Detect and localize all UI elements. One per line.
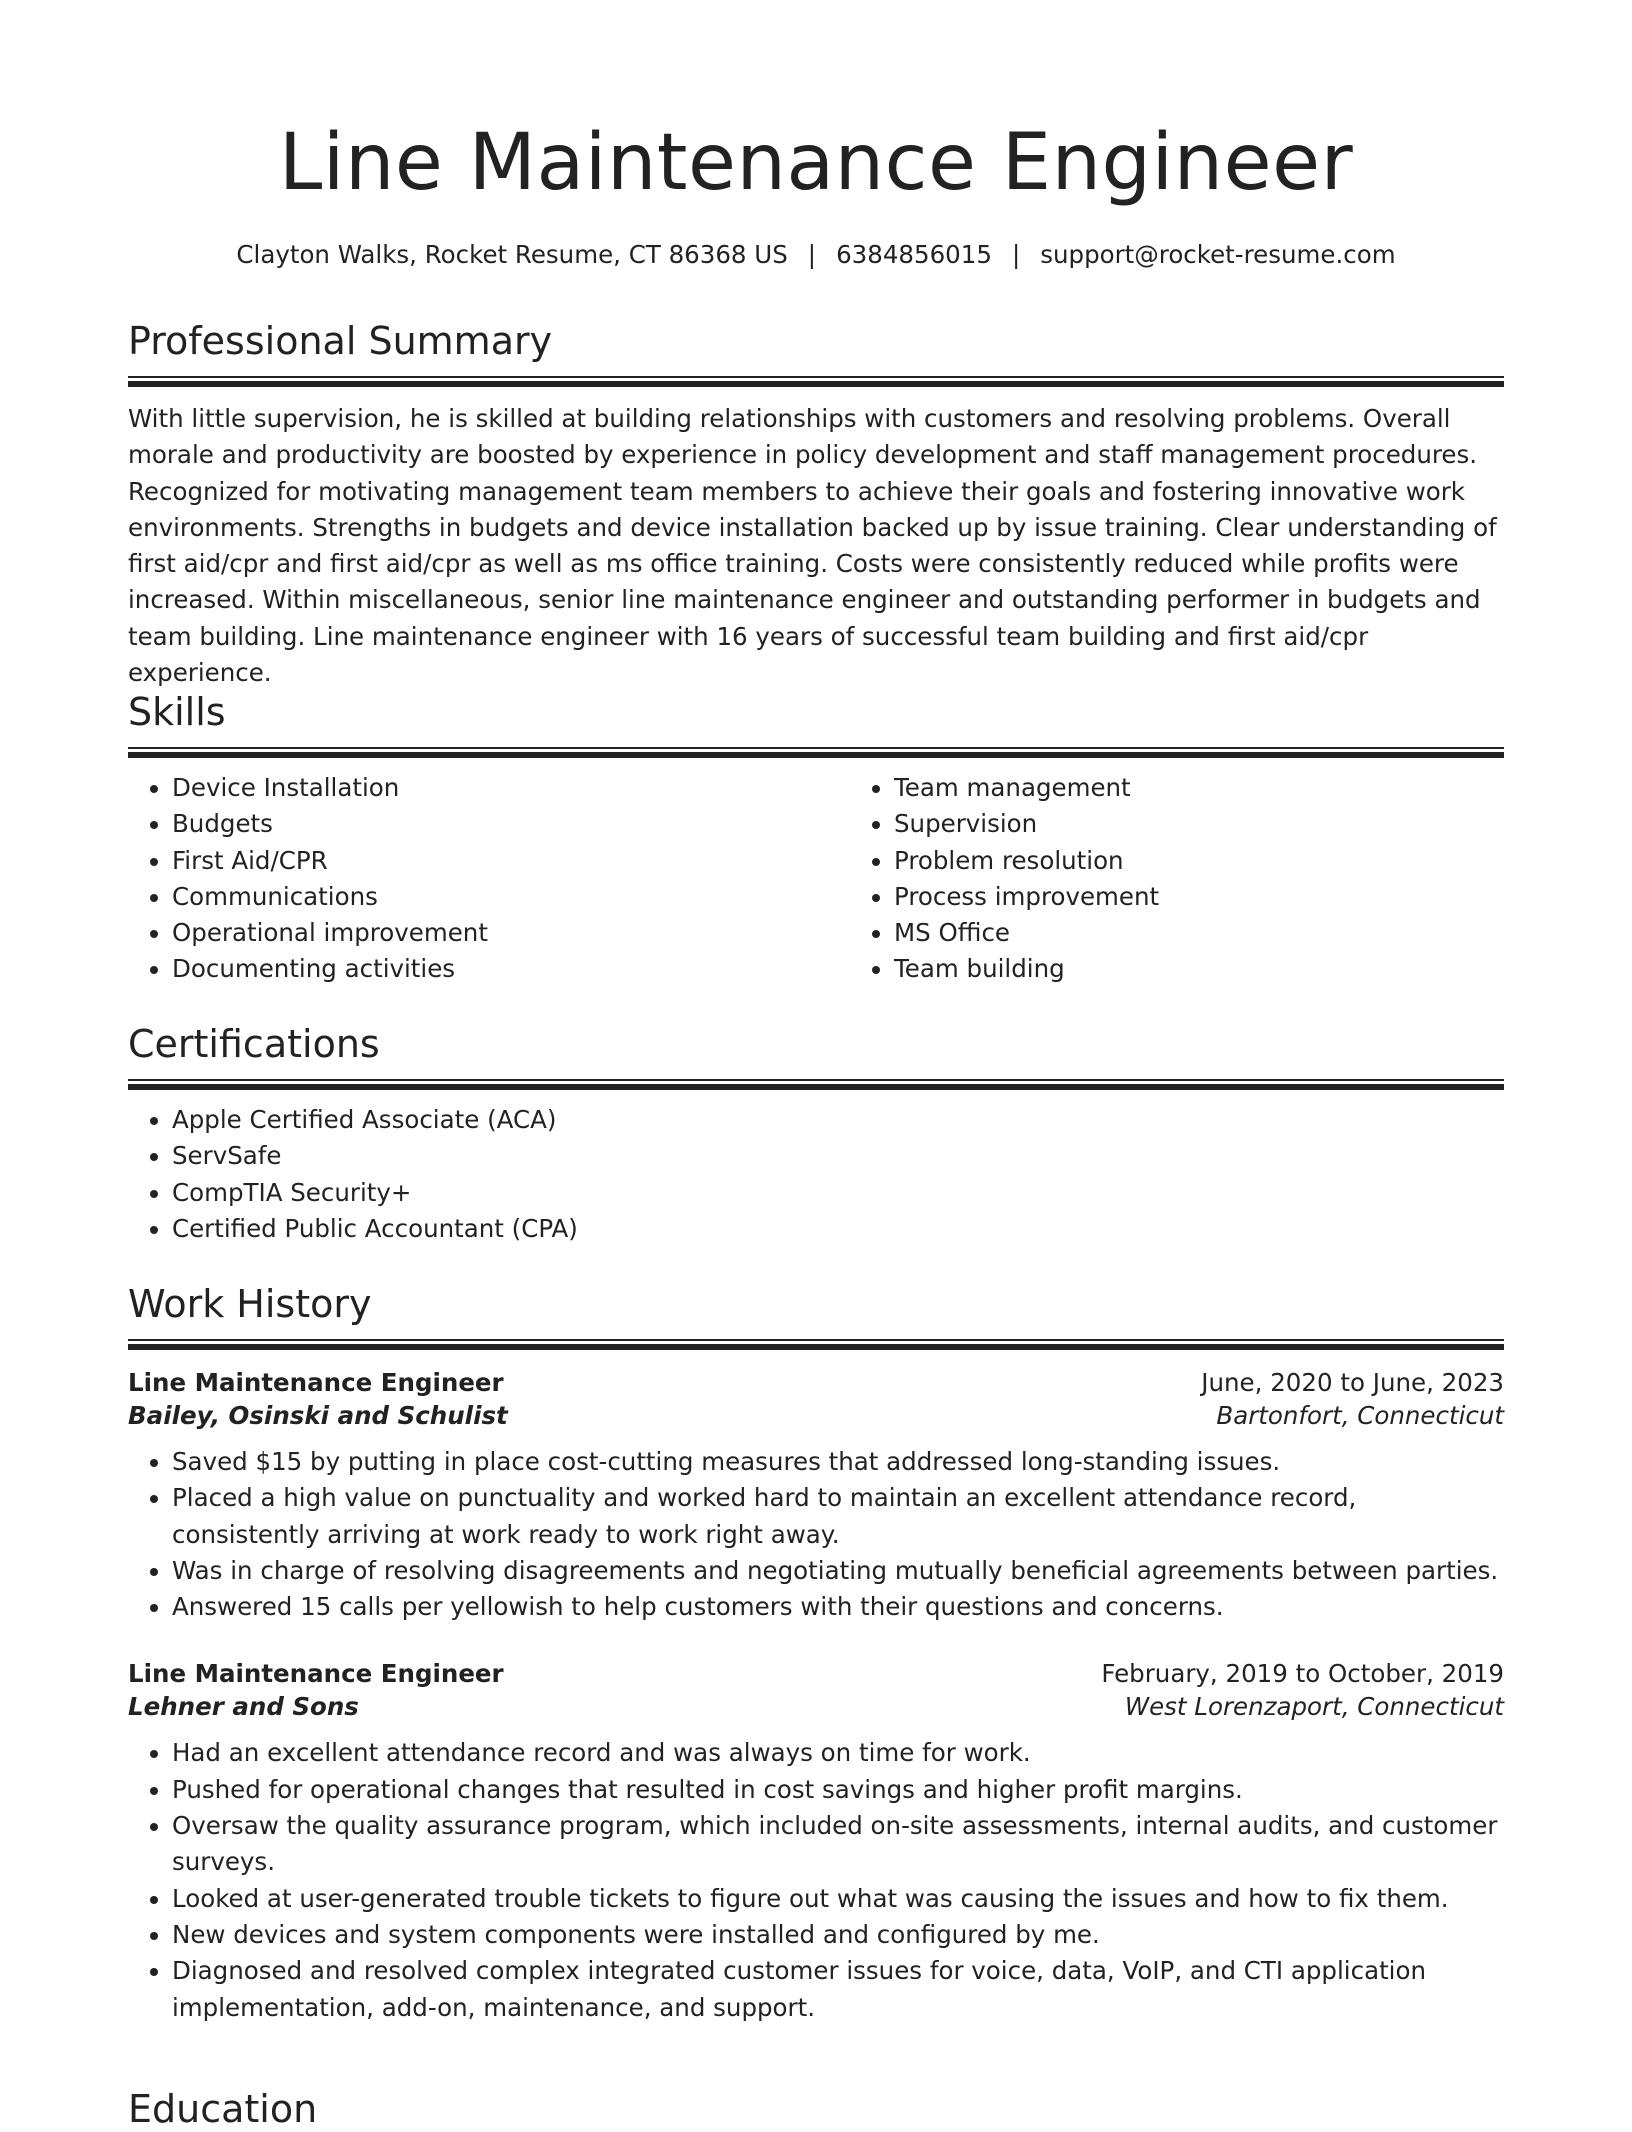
section-divider: [128, 1339, 1504, 1350]
contact-phone: 6384856015: [836, 240, 992, 269]
skill-item: • Team building: [894, 951, 1572, 987]
job-dates: February, 2019 to October, 2019: [1101, 1659, 1504, 1689]
section-divider: [128, 747, 1504, 758]
job-duty: • Had an excellent attendance record and was always on time for work.: [172, 1735, 1504, 1771]
job-duty: • Saved $15 by putting in place cost-cutting measures that addressed long-standing issues.: [172, 1444, 1504, 1480]
certifications-section: [128, 1021, 1504, 1247]
contact-separator: |: [807, 240, 817, 269]
contact-address: Clayton Walks, Rocket Resume, CT 86368 US: [236, 240, 788, 269]
skill-item: • First Aid/CPR: [172, 843, 850, 879]
job-company: Lehner and Sons: [128, 1692, 359, 1722]
certification-item: • ServSafe: [172, 1138, 1504, 1174]
job-company: Bailey, Osinski and Schulist: [128, 1401, 508, 1430]
certifications-heading: Certifications: [128, 1022, 380, 1066]
job-duties: [128, 1444, 1504, 1625]
job-location: West Lorenzaport, Connecticut: [1124, 1692, 1504, 1722]
skill-item: • MS Office: [894, 915, 1572, 951]
skills-heading: Skills: [128, 690, 226, 734]
skill-item: • Team management: [894, 770, 1572, 806]
work-history-heading: Work History: [128, 1282, 372, 1326]
job-duty: • Looked at user-generated trouble tickets to figure out what was causing the issues and how to fix them.: [172, 1881, 1504, 1917]
certification-item: • CompTIA Security+: [172, 1175, 1504, 1211]
job-subheader: [128, 1692, 1504, 1721]
job-header: [128, 1368, 1504, 1397]
job-duty: • Placed a high value on punctuality and worked hard to maintain an excellent attendance record, consistently arriving at work ready to work right away.: [172, 1480, 1504, 1553]
job-location: Bartonfort, Connecticut: [1216, 1401, 1504, 1430]
skills-list-left: [128, 770, 850, 988]
job-duty: • Was in charge of resolving disagreements and negotiating mutually beneficial agreements between parties.: [172, 1553, 1504, 1589]
skill-item: • Supervision: [894, 806, 1572, 842]
summary-text: With little supervision, he is skilled at building relationships with customers and resolving problems. Overall morale and productivity are boosted by experience in policy development and staff management procedures. Recognized for motivating management team members to achieve their goals and fostering innovative work environments. Strengths in budgets and device installation backed up by issue training. Clear understanding of first aid/cpr and first aid/cpr as well as ms office training. Costs were consistently reduced while profits were increased. Within miscellaneous, senior line maintenance engineer and outstanding performer in budgets and team building. Line maintenance engineer with 16 years of successful team building and first aid/cpr experience.: [128, 404, 1497, 688]
job-header: [128, 1659, 1504, 1688]
job-duty: • Diagnosed and resolved complex integrated customer issues for voice, data, VoIP, and CTI application implementation, add-on, maintenance, and support.: [172, 1953, 1504, 2026]
job-duty: • Pushed for operational changes that resulted in cost savings and higher profit margins.: [172, 1772, 1504, 1808]
section-divider: [128, 376, 1504, 387]
certification-item: • Apple Certified Associate (ACA): [172, 1102, 1504, 1138]
job-title: Line Maintenance Engineer: [128, 1368, 504, 1397]
skill-item: • Communications: [172, 879, 850, 915]
skill-item: • Documenting activities: [172, 951, 850, 987]
job-duty: • New devices and system components were installed and configured by me.: [172, 1917, 1504, 1953]
skill-item: • Budgets: [172, 806, 850, 842]
skill-item: • Problem resolution: [894, 843, 1572, 879]
skill-item: • Process improvement: [894, 879, 1572, 915]
certifications-list: [128, 1102, 1504, 1247]
contact-separator: |: [1011, 240, 1021, 269]
job-subheader: [128, 1401, 1504, 1430]
skills-section: [128, 689, 1504, 988]
job-entry: [128, 1659, 1504, 2025]
summary-section: [128, 318, 1504, 691]
summary-heading: Professional Summary: [128, 319, 553, 363]
contact-email: support@rocket-resume.com: [1040, 240, 1396, 269]
skill-item: • Device Installation: [172, 770, 850, 806]
job-dates: June, 2020 to June, 2023: [1201, 1368, 1504, 1397]
skills-list-right: [850, 770, 1572, 988]
education-section: [128, 2086, 1504, 2132]
job-duty: • Answered 15 calls per yellowish to help customers with their questions and concerns.: [172, 1589, 1504, 1625]
certification-item: • Certified Public Accountant (CPA): [172, 1211, 1504, 1247]
section-divider: [128, 1079, 1504, 1090]
education-heading: Education: [128, 2087, 318, 2131]
contact-line: [128, 240, 1504, 269]
job-duties: [128, 1735, 1504, 2025]
work-history-section: [128, 1281, 1504, 2026]
job-duty: • Oversaw the quality assurance program, which included on-site assessments, internal audits, and customer surveys.: [172, 1808, 1504, 1881]
skills-columns: [128, 758, 1504, 988]
skill-item: • Operational improvement: [172, 915, 850, 951]
resume-title: Line Maintenance Engineer: [278, 118, 1354, 208]
job-entry: [128, 1368, 1504, 1625]
job-title: Line Maintenance Engineer: [128, 1659, 504, 1689]
